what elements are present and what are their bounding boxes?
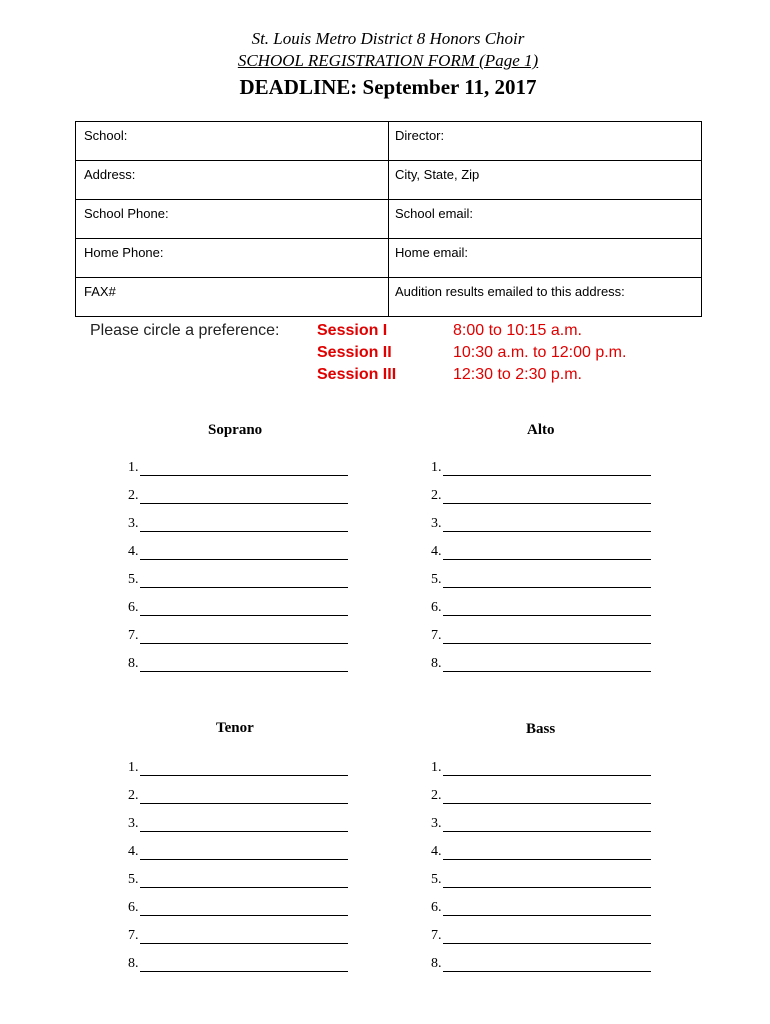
tenor-name-line-4[interactable] (140, 845, 348, 860)
alto-slot-4 (431, 542, 651, 560)
slot-number: 2. (431, 488, 442, 503)
soprano-name-line-8[interactable] (140, 657, 348, 672)
slot-number: 5. (431, 572, 442, 587)
slot-number: 8. (431, 956, 442, 971)
slot-number: 3. (128, 516, 139, 531)
slot-number: 8. (128, 656, 139, 671)
soprano-name-line-5[interactable] (140, 573, 348, 588)
school-email-field[interactable] (389, 200, 702, 239)
slot-number: 6. (431, 600, 442, 615)
session-times (453, 320, 626, 386)
bass-name-line-2[interactable] (443, 789, 651, 804)
school-info-table (75, 121, 702, 317)
soprano-slot-5 (128, 570, 348, 588)
soprano-name-line-2[interactable] (140, 489, 348, 504)
bass-name-line-3[interactable] (443, 817, 651, 832)
tenor-slot-6 (128, 898, 348, 916)
bass-slot-6 (431, 898, 651, 916)
alto-slot-7 (431, 626, 651, 644)
alto-slot-3 (431, 514, 651, 532)
bass-name-line-1[interactable] (443, 761, 651, 776)
tenor-name-line-8[interactable] (140, 957, 348, 972)
alto-slot-2 (431, 486, 651, 504)
session-2-option[interactable]: Session II (317, 344, 392, 361)
bass-slot-5 (431, 870, 651, 888)
city-state-zip-label: City, State, Zip (395, 167, 480, 182)
bass-slot-8 (431, 954, 651, 972)
bass-name-line-8[interactable] (443, 957, 651, 972)
session-1-option[interactable]: Session I (317, 322, 388, 339)
table-row (76, 239, 702, 278)
slot-number: 6. (431, 900, 442, 915)
table-row (76, 161, 702, 200)
alto-name-line-8[interactable] (443, 657, 651, 672)
fax-field[interactable] (76, 278, 389, 317)
slot-number: 7. (431, 628, 442, 643)
bass-slot-3 (431, 814, 651, 832)
soprano-name-line-3[interactable] (140, 517, 348, 532)
slot-number: 4. (128, 544, 139, 559)
school-label: School: (84, 128, 128, 143)
tenor-slot-8 (128, 954, 348, 972)
preference-label: Please circle a preference: (90, 322, 280, 339)
alto-name-line-6[interactable] (443, 601, 651, 616)
alto-slot-6 (431, 598, 651, 616)
table-row (76, 200, 702, 239)
bass-slot-1 (431, 758, 651, 776)
school-phone-label: School Phone: (84, 206, 169, 221)
alto-slot-5 (431, 570, 651, 588)
home-email-label: Home email: (395, 245, 468, 260)
soprano-name-line-6[interactable] (140, 601, 348, 616)
bass-name-line-4[interactable] (443, 845, 651, 860)
soprano-slot-3 (128, 514, 348, 532)
tenor-name-line-1[interactable] (140, 761, 348, 776)
home-phone-label: Home Phone: (84, 245, 164, 260)
soprano-slot-7 (128, 626, 348, 644)
slot-number: 8. (128, 956, 139, 971)
form-title: St. Louis Metro District 8 Honors Choir (251, 29, 525, 48)
soprano-slot-1 (128, 458, 348, 476)
soprano-slot-6 (128, 598, 348, 616)
bass-slot-2 (431, 786, 651, 804)
session-1-time: 8:00 to 10:15 a.m. (453, 322, 582, 339)
bass-slot-7 (431, 926, 651, 944)
alto-name-line-1[interactable] (443, 461, 651, 476)
slot-number: 1. (431, 460, 442, 475)
slot-number: 2. (128, 488, 139, 503)
tenor-heading: Tenor (216, 720, 254, 736)
director-label: Director: (395, 128, 445, 143)
bass-slot-4 (431, 842, 651, 860)
tenor-name-line-7[interactable] (140, 929, 348, 944)
results-email-label: Audition results emailed to this address: (395, 284, 625, 299)
slot-number: 7. (128, 628, 139, 643)
tenor-slot-1 (128, 758, 348, 776)
slot-number: 4. (431, 544, 442, 559)
soprano-slot-2 (128, 486, 348, 504)
school-email-label: School email: (395, 206, 474, 221)
address-label: Address: (84, 167, 136, 182)
fax-label: FAX# (84, 284, 116, 299)
slot-number: 7. (431, 928, 442, 943)
soprano-heading: Soprano (208, 422, 263, 438)
alto-heading: Alto (527, 422, 555, 438)
slot-number: 3. (431, 816, 442, 831)
slot-number: 6. (128, 600, 139, 615)
slot-number: 8. (431, 656, 442, 671)
tenor-slot-3 (128, 814, 348, 832)
home-phone-field[interactable] (76, 239, 389, 278)
school-phone-field[interactable] (76, 200, 389, 239)
alto-name-line-2[interactable] (443, 489, 651, 504)
slot-number: 5. (128, 572, 139, 587)
tenor-name-line-3[interactable] (140, 817, 348, 832)
alto-slot-1 (431, 458, 651, 476)
slot-number: 5. (431, 872, 442, 887)
bass-heading: Bass (526, 721, 556, 737)
tenor-name-line-6[interactable] (140, 901, 348, 916)
tenor-name-line-5[interactable] (140, 873, 348, 888)
tenor-slot-4 (128, 842, 348, 860)
alto-name-line-4[interactable] (443, 545, 651, 560)
slot-number: 4. (431, 844, 442, 859)
slot-number: 5. (128, 872, 139, 887)
tenor-slot-2 (128, 786, 348, 804)
table-row (76, 278, 702, 317)
soprano-name-line-1[interactable] (140, 461, 348, 476)
session-options (317, 320, 396, 386)
soprano-name-line-4[interactable] (140, 545, 348, 560)
alto-name-line-7[interactable] (443, 629, 651, 644)
school-field[interactable] (76, 122, 389, 161)
results-email-field[interactable] (389, 278, 702, 317)
table-row (76, 122, 702, 161)
slot-number: 1. (128, 460, 139, 475)
slot-number: 7. (128, 928, 139, 943)
session-3-time: 12:30 to 2:30 p.m. (453, 366, 582, 383)
deadline-text: DEADLINE: September 11, 2017 (239, 75, 537, 99)
soprano-name-line-7[interactable] (140, 629, 348, 644)
director-field[interactable] (389, 122, 702, 161)
city-state-zip-field[interactable] (389, 161, 702, 200)
tenor-slot-5 (128, 870, 348, 888)
session-3-option[interactable]: Session III (317, 366, 397, 383)
slot-number: 4. (128, 844, 139, 859)
alto-name-line-3[interactable] (443, 517, 651, 532)
soprano-slot-8 (128, 654, 348, 672)
home-email-field[interactable] (389, 239, 702, 278)
slot-number: 3. (431, 516, 442, 531)
alto-name-line-5[interactable] (443, 573, 651, 588)
form-subtitle: SCHOOL REGISTRATION FORM (Page 1) (237, 51, 539, 70)
bass-name-line-7[interactable] (443, 929, 651, 944)
bass-name-line-5[interactable] (443, 873, 651, 888)
session-2-time: 10:30 a.m. to 12:00 p.m. (453, 344, 627, 361)
tenor-slot-7 (128, 926, 348, 944)
soprano-slot-4 (128, 542, 348, 560)
slot-number: 1. (128, 760, 139, 775)
alto-slot-8 (431, 654, 651, 672)
slot-number: 2. (128, 788, 139, 803)
slot-number: 3. (128, 816, 139, 831)
form-header (0, 28, 770, 100)
slot-number: 1. (431, 760, 442, 775)
tenor-name-line-2[interactable] (140, 789, 348, 804)
address-field[interactable] (76, 161, 389, 200)
slot-number: 2. (431, 788, 442, 803)
bass-name-line-6[interactable] (443, 901, 651, 916)
slot-number: 6. (128, 900, 139, 915)
